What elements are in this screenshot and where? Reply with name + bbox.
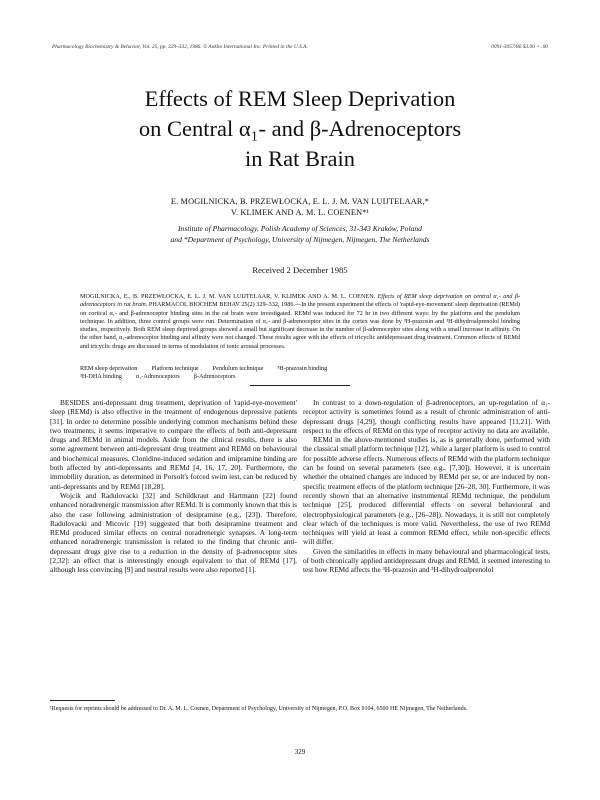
abstract	[80, 293, 520, 351]
body-column-right	[303, 398, 550, 575]
title-line-3: in Rat Brain	[245, 146, 355, 171]
footnote: ¹Requests for reprints should be addressed to Dr. A. M. L. Coenen, Department of Psychology, University of Nijmegen, P.O. Box 9104, 6500 HE Nijmegen, The Netherlands.	[50, 706, 468, 712]
keyword: REM sleep deprivation	[80, 365, 138, 372]
paragraph: Given the similarities in effects in many behavioural and pharmacological tests, of both chronically applied antidepressant drugs and REMd, it seemed interesting to test how REMd affects the ³H-prazosin and ³H-dihydroalprenolol	[303, 546, 550, 575]
running-header	[52, 44, 548, 50]
author-list	[70, 196, 530, 218]
paragraph: REMd in the above-mentioned studies is, as is generally done, performed with the classical small platform technique [12], while a larger platform is used to control for possible adverse effects. Numerous effects of REMd with the platform technique can be found on several parameters (see e.g., [7,30]). However, it is uncertain whether the obtained changes are induced by REMd per se, or are induced by non-specific treatment effects of the platform technique [26–28, 30]. Furthermore, it was recently shown that an alternative instrumental REMd technique, the pendulum technique [25], produced differential effects on several behavioural and electrophysiological parameters (e.g., [26–28]). Nowadays, it is still not completely clear which of the techniques is more valid. Nevertheless, the use of two REMd techniques will yield at least a common REMd effect, while non-specific effects will differ.	[303, 435, 550, 547]
affiliation-line-2: and *Department of Psychology, University of Nijmegen, Nijmegen, The Netherlands	[170, 234, 430, 244]
page-number: 329	[294, 748, 306, 756]
abstract-citation-ref: PHARMACOL BIOCHEM BEHAV 25(2) 329–332, 1986.	[148, 301, 296, 309]
keywords-row-1	[80, 365, 520, 373]
keywords-row-2	[80, 373, 520, 381]
abstract-body: —In the present experiment the effects of 'rapid-eye-movement' sleep deprivation (REMd) on cortical α₁- and β-adrenoceptor binding sites in the rat brain were investigated. REMd was induced for 72 hr in two different ways: by the platform and the pendulum technique. In addition, three control groups were run. Determination of α₁- and β-adrenoceptor sites in the cortex was done by ³H-prazosin and ³H-dihydroalprenolol binding studies, respectively. Both REM sleep deprived groups showed a small but significant decrease in the number of β-adrenoceptor sites along with a small increase in affinity. On the other hand, α₁-adrenoceptor binding and affinity were not changed. These results agree with the effects of tricyclic antidepressant drug treatment. Common effects of REMd and tricyclic drugs are discussed in terms of modulation of tonic arousal processes.	[80, 301, 520, 350]
abstract-text	[80, 293, 520, 351]
keyword: ³H-DHA binding	[80, 373, 122, 381]
keyword: Pendulum technique	[212, 365, 264, 372]
author-line-1: E. MOGILNICKA, B. PRZEWŁOCKA, E. L. J. M. VAN LUIJTELAAR,*	[170, 197, 430, 206]
title-line-1: Effects of REM Sleep Deprivation	[144, 86, 456, 111]
paragraph: Wojcik and Radulovacki [32] and Schildkraut and Hartmann [22] found enhanced noradrenergic transmission after REMd. It is commonly known that this is also the case following administration of desipramine (e.g., [23]). Therefore, Radulovacki and Micovic [19] suggested that both desipramine treatment and REMd produced similar effects on central noradrenergic synapses. A long-term enhanced noradrenergic transmission is related to the finding that chronic anti-depressant drugs give rise to a reduction in the density of β-adrenoceptor sites [2,32]: an effect that is interestingly enough equivalent to that of REMd [17], although less convincing [9] and neutral results were also reported [1].	[50, 490, 297, 575]
journal-citation: Pharmacology Biochemistry & Behavior, Vol. 25, pp. 329–332, 1986. © Ankho International Inc. Printed in the U.S.A.	[52, 44, 308, 50]
affiliations	[70, 224, 530, 245]
received-date: Received 2 December 1985	[252, 265, 348, 275]
keywords	[80, 365, 520, 382]
abstract-citation-title: Effects of REM sleep deprivation on central α₁- and β-adrenoceptors in rat brain.	[80, 293, 521, 309]
section-divider	[250, 385, 350, 386]
footnote-divider	[50, 700, 115, 701]
keyword: β-Adrenoceptors	[193, 373, 236, 381]
article-title	[40, 84, 560, 174]
abstract-citation-authors: MOGILNICKA, E., B. PRZEWŁOCKA, E. L. J. M. VAN LUIJTELAAR, V. KLIMEK AND A. M. L. COENEN.	[80, 293, 376, 300]
paragraph: BESIDES anti-depressant drug treatment, deprivation of 'rapid-eye-movement' sleep (REMd) is also effective in the treatment of endogenous depressive patients [31]. In order to determine possible underlying common mechanisms behind these two treatments, it seems imperative to compare the effects of both anti-depressant drugs and REMd in animal models. Aside from the clinical results, there is also some agreement between anti-depressant drug treatment and REMd on behavioural and biochemical measures. Clonidine-induced sedation and imipramine binding are both affected by anti-depressants and REMd [4, 16, 17, 20]. Furthermore, the immobility duration, as determined in Porsolt's forced swim test, can be reduced by anti-depressants and by REMd [18,28].	[50, 398, 297, 491]
keyword: ³H-prazosin binding	[277, 365, 328, 372]
issn-price: 0091-3057/86 $3.00 + .00	[491, 44, 548, 50]
keyword: Platform technique	[151, 365, 199, 372]
paragraph: In contrast to a down-regulation of β-adrenoceptors, an up-regulation of α₁-receptor activity is sometimes found as a result of chronic administration of anti-depressant drugs [4,29], though conflicting results have appeared [11,21]. With respect to the effects of REMd on this type of receptor activity no data are available.	[303, 398, 550, 435]
title-line-2: on Central α₁- and β-Adrenoceptors	[138, 116, 462, 141]
author-line-2: V. KLIMEK AND A. M. L. COENEN*¹	[230, 208, 370, 217]
affiliation-line-1: Institute of Pharmacology, Polish Academy of Sciences, 31-343 Kraków, Poland	[178, 224, 422, 233]
keyword: α₁-Adrenoceptors	[135, 373, 180, 381]
body-column-left	[50, 398, 297, 575]
